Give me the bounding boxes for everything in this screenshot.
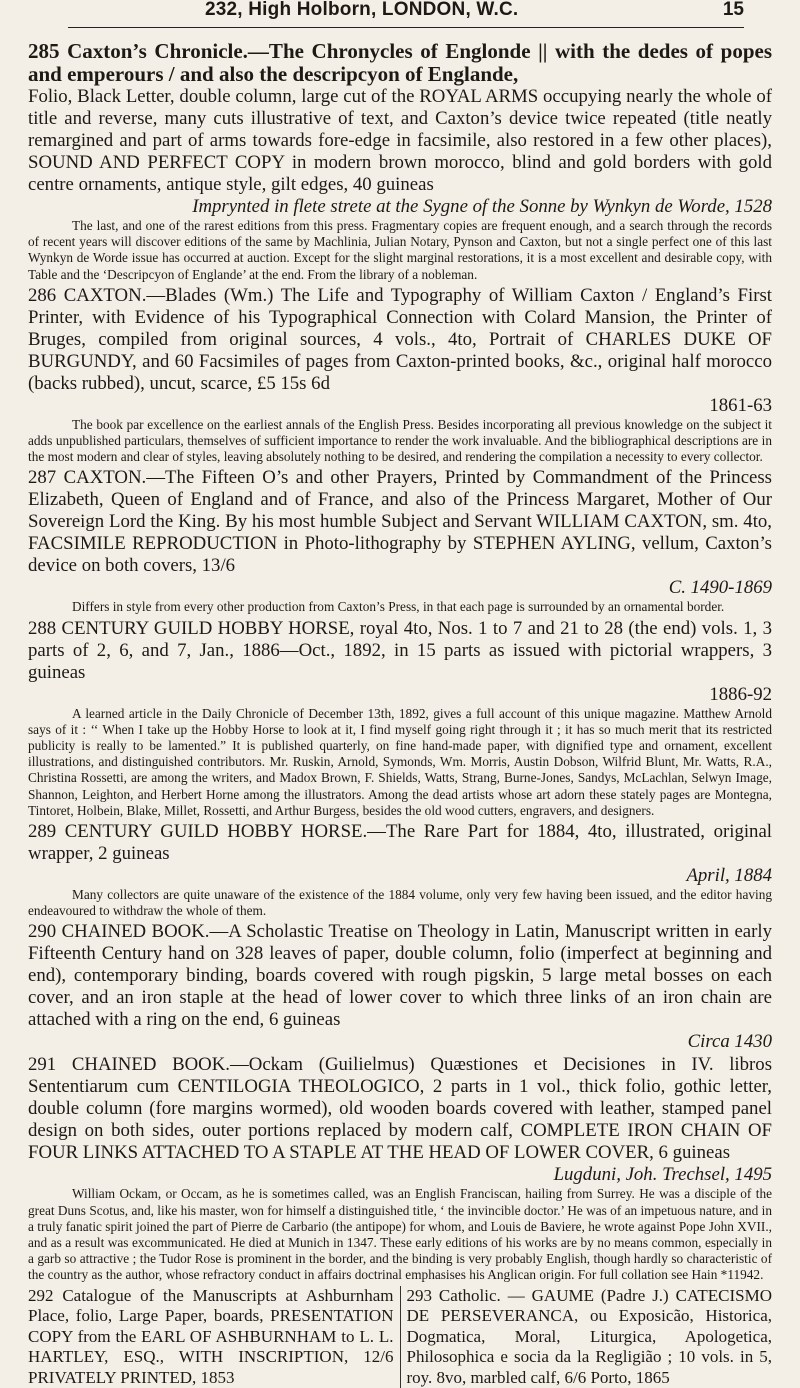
entry-description: Folio, Black Letter, double column, large cut of the ROYAL ARMS occupying nearly the whole of title and reverse, many cuts illustrative of text, and Caxton’s device twice repeated (title neatly remargined and part of arms towards fore-edge in facsimile, also restored in a few other places), SOUND AND PERFECT COPY in modern brown morocco, blind and gold borders with gold centre ornaments, antique style, gilt edges, 40 guineas xyxy=(28,86,772,195)
entry-lead: 289 CENTURY GUILD HOBBY HORSE.—The Rare Part for 1884, 4to, illustrated, original wrapper, 2 guineas xyxy=(28,821,772,865)
entry-287 xyxy=(28,467,772,615)
entry-note: Many collectors are quite unaware of the existence of the 1884 volume, only very few having been issued, and the editor having endeavoured to withdraw the whole of them. xyxy=(28,887,772,919)
header-rule xyxy=(68,27,744,28)
entry-290 xyxy=(28,921,772,1053)
entry-lead: 291 CHAINED BOOK.—Ockam (Guilielmus) Quæstiones et Decisiones in IV. libros Sententiarum cum CENTILOGIA THEOLOGICO, 2 parts in 1 vol., thick folio, gothic letter, double column (fore margins wormed), old wooden boards covered with leather, stamped panel design on both sides, outer portions replaced by modern calf, COMPLETE IRON CHAIN OF FOUR LINKS ATTACHED TO A STAPLE AT THE HEAD OF LOWER COVER, 6 guineas xyxy=(28,1054,772,1164)
entry-lead: 290 CHAINED BOOK.—A Scholastic Treatise on Theology in Latin, Manuscript written in early Fifteenth Century hand on 328 leaves of paper, double column, folio (imperfect at beginning and end), contemporary binding, boards covered with rough pigskin, 5 large metal bosses on each cover, and an iron staple at the head of lower cover to which three links of an iron chain are attached with a ring on the end, 6 guineas xyxy=(28,921,772,1031)
entry-286 xyxy=(28,285,772,466)
catalogue-entries xyxy=(28,40,772,1388)
entry-date: 1861-63 xyxy=(709,394,772,416)
entry-lead: 286 CAXTON.—Blades (Wm.) The Life and Typography of William Caxton / England’s First Printer, with Evidence of his Typographical Connection with Colard Mansion, the Printer of Bruges, compiled from original sources, 4 vols., 4to, Portrait of CHARLES DUKE OF BURGUNDY, and 60 Facsimiles of pages from Caxton-printed books, &c., original half morocco (backs rubbed), uncut, scarce, £5 15s 6d xyxy=(28,284,772,394)
entry-288 xyxy=(28,618,772,819)
column-divider xyxy=(400,1286,401,1388)
entry-date: 1886-92 xyxy=(709,683,772,705)
page-header xyxy=(0,0,800,34)
entry-292: 292 Catalogue of the Manuscripts at Ashburnham Place, folio, Large Paper, boards, PRESENTATION COPY from the EARL OF ASHBURNHAM to L. L. HARTLEY, ESQ., WITH INSCRIPTION, 12/6 PRIVATELY PRINTED, 1853 xyxy=(28,1285,394,1387)
entry-lead: 285 Caxton’s Chronicle.—The Chronycles of Englonde || with the dedes of popes and emperours / and also the descripcyon of Englande, xyxy=(28,39,772,86)
entry-note: Differs in style from every other production from Caxton’s Press, in that each page is surrounded by an ornamental border. xyxy=(72,599,725,615)
entry-lead: 287 CAXTON.—The Fifteen O’s and other Prayers, Printed by Commandment of the Princess Elizabeth, Queen of England and of France, and also of the Princess Margaret, Mother of Our Sovereign Lord the King. By his most humble Subject and Servant WILLIAM CAXTON, sm. 4to, FACSIMILE REPRODUCTION in Photo-lithography by STEPHEN AYLING, vellum, Caxton’s device on both covers, 13/6 xyxy=(28,467,772,577)
entry-285 xyxy=(28,40,772,283)
entry-note: The book par excellence on the earliest annals of the English Press. Besides incorporating all previous knowledge on the subject it adds unpublished particulars, themselves of sufficient importance to render the work invaluable. And the bibliographical descriptions are in the most modern and clear of styles, leaving absolutely nothing to be desired, and rendering the compilation a necessity to every collector. xyxy=(28,416,772,465)
header-title: 232, High Holborn, LONDON, W.C. xyxy=(205,0,519,20)
entry-date: Lugduni, Joh. Trechsel, 1495 xyxy=(553,1164,772,1186)
entry-289 xyxy=(28,821,772,919)
entry-291 xyxy=(28,1054,772,1283)
two-column-entries xyxy=(28,1286,772,1388)
entry-note: A learned article in the Daily Chronicle of December 13th, 1892, gives a full account of this unique magazine. Matthew Arnold says of it : ‘‘ When I take up the Hobby Horse to look at it, I find myself going right through it ; it has so much merit that its restricted publicity is really to be lamented.” It is published quarterly, on fine hand-made paper, with dignified type and ornament, excellent illustrations, and distinguished contributors. Mr. Ruskin, Arnold, Symonds, Wm. Morris, Austin Dobson, Wilfrid Blunt, Mr. Watts, R.A., Christina Rossetti, are among the writers, and Madox Brown, F. Shields, Watts, Strang, Burne-Jones, Sandys, McLachlan, Selwyn Image, Shannon, Leighton, and Herbert Horne among the illustrators. Among the dead artists whose art adorn these stately pages are Montegna, Tintoret, Holbein, Blake, Millet, Rossetti, and Arthur Burgess, besides the old wood cutters, engravers, and designers. xyxy=(28,705,772,818)
entry-note: William Ockam, or Occam, as he is sometimes called, was an English Franciscan, hailing from Surrey. He was a disciple of the great Duns Scotus, and, like his master, won for himself a distinguished title, ‘ the invincible doctor.’ He was of an impetuous nature, and in a truly fanatic spirit joined the part of Pierre de Carbario (the antipope) for whom, and Louis de Baviere, he wrote against Pope John XVII., and as a result was excommunicated. He died at Munich in 1347. These early editions of his works are by no means common, especially in a garb so attractive ; the Tudor Rose is prominent in the border, and the binding is very probably English, though hardly so characteristic of the country as the author, whose refractory conduct in affairs doctrinal emphasises his Anglican origin. For full collation see Hain *11942. xyxy=(28,1186,772,1283)
entry-imprint: Imprynted in flete strete at the Sygne of the Sonne by Wynkyn de Worde, 1528 xyxy=(192,196,772,217)
entry-note: The last, and one of the rarest editions from this press. Fragmentary copies are frequent enough, and a search through the records of recent years will discover editions of the same by Machlinia, Julian Notary, Pynson and Caxton, but not a single perfect one of this last Wynkyn de Worde issue has occurred at auction. Except for the slight marginal restorations, it is a most excellent and desirable copy, with Table and the ‘Descripcyon of Englande’ at the end. From the library of a nobleman. xyxy=(28,218,772,282)
entry-date: April, 1884 xyxy=(686,865,772,887)
page-number: 15 xyxy=(722,0,744,20)
entry-date: C. 1490-1869 xyxy=(668,577,772,599)
entry-date: Circa 1430 xyxy=(687,1031,772,1053)
entry-293: 293 Catholic. — GAUME (Padre J.) CATECISMO DE PERSEVERANCA, ou Exposicão, Historica, Dogmatica, Moral, Liturgica, Apologetica, Philosophica e socia da la Regligião ; 10 vols. in 5, roy. 8vo, marbled calf, 6/6 Porto, 1865 xyxy=(406,1285,772,1387)
entry-lead: 288 CENTURY GUILD HOBBY HORSE, royal 4to, Nos. 1 to 7 and 21 to 28 (the end) vols. 1, 3 parts of 2, 6, and 7, Jan., 1886—Oct., 1892, in 15 parts as issued with pictorial wrappers, 3 guineas xyxy=(28,617,772,683)
